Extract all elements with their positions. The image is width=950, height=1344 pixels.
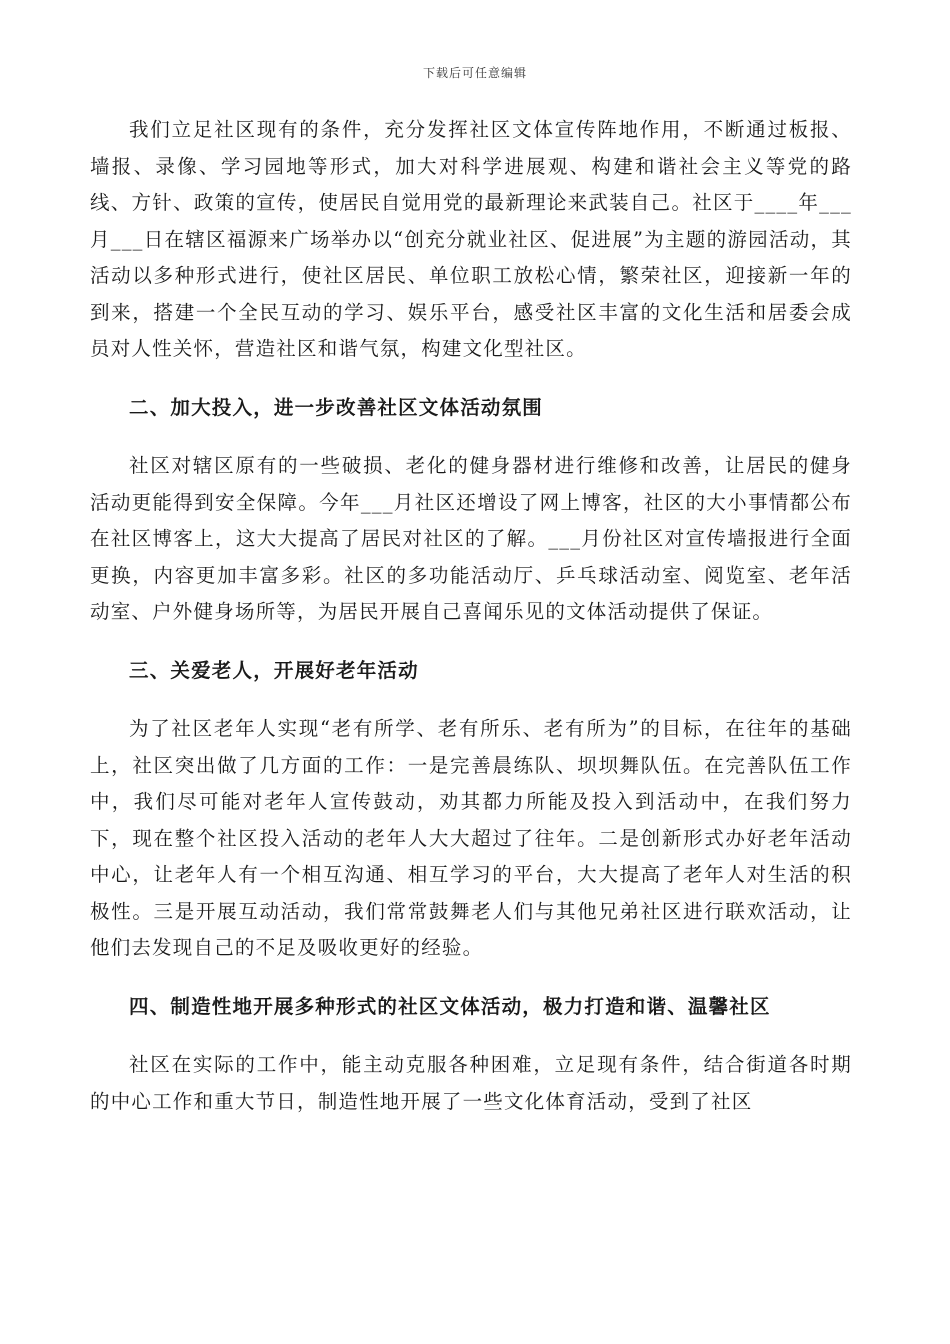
paragraph-3: 为了社区老年人实现“老有所学、老有所乐、老有所为”的目标，在往年的基础上，社区突出做了几方面的工作：一是完善晨练队、坝坝舞队伍。在完善队伍工作中，我们尽可能对老年人宣传鼓动，劝其都力所能及投入到活动中，在我们努力下，现在整个社区投入活动的老年人大大超过了往年。二是创新形式办好老年活动中心，让老年人有一个相互沟通、相互学习的平台，大大提高了老年人对生活的积极性。三是开展互动活动，我们常常鼓舞老人们与其他兄弟社区进行联欢活动，让他们去发现自己的不足及吸收更好的经验。 xyxy=(90,717,852,959)
paragraph-4: 社区在实际的工作中，能主动克服各种困难，立足现有条件，结合街道各时期的中心工作和重大节日，制造性地开展了一些文化体育活动，受到了社区 xyxy=(90,1053,852,1113)
document-body xyxy=(90,112,852,1120)
header-note: 下载后可任意编辑 xyxy=(422,66,527,80)
section-heading-2: 二、加大投入，进一步改善社区文体活动氛围 xyxy=(129,395,544,419)
section-heading-4: 四、制造性地开展多种形式的社区文体活动，极力打造和谐、温馨社区 xyxy=(129,994,771,1018)
paragraph-2: 社区对辖区原有的一些破损、老化的健身器材进行维修和改善，让居民的健身活动更能得到安全保障。今年___月社区还增设了网上博客，社区的大小事情都公布在社区博客上，这大大提高了居民对社区的了解。___月份社区对宣传墙报进行全面更换，内容更加丰富多彩。社区的多功能活动厅、乒乓球活动室、阅览室、老年活动室、户外健身场所等，为居民开展自己喜闻乐见的文体活动提供了保证。 xyxy=(90,454,852,623)
paragraph-1: 我们立足社区现有的条件，充分发挥社区文体宣传阵地作用，不断通过板报、墙报、录像、学习园地等形式，加大对科学进展观、构建和谐社会主义等党的路线、方针、政策的宣传，使居民自觉用党的最新理论来武装自己。社区于____年___月___日在辖区福源来广场举办以“创充分就业社区、促进展”为主题的游园活动，其活动以多种形式进行，使社区居民、单位职工放松心情，繁荣社区，迎接新一年的到来，搭建一个全民互动的学习、娱乐平台，感受社区丰富的文化生活和居委会成员对人性关怀，营造社区和谐气氛，构建文化型社区。 xyxy=(90,118,852,360)
section-heading-3: 三、关爱老人，开展好老年活动 xyxy=(129,658,419,682)
